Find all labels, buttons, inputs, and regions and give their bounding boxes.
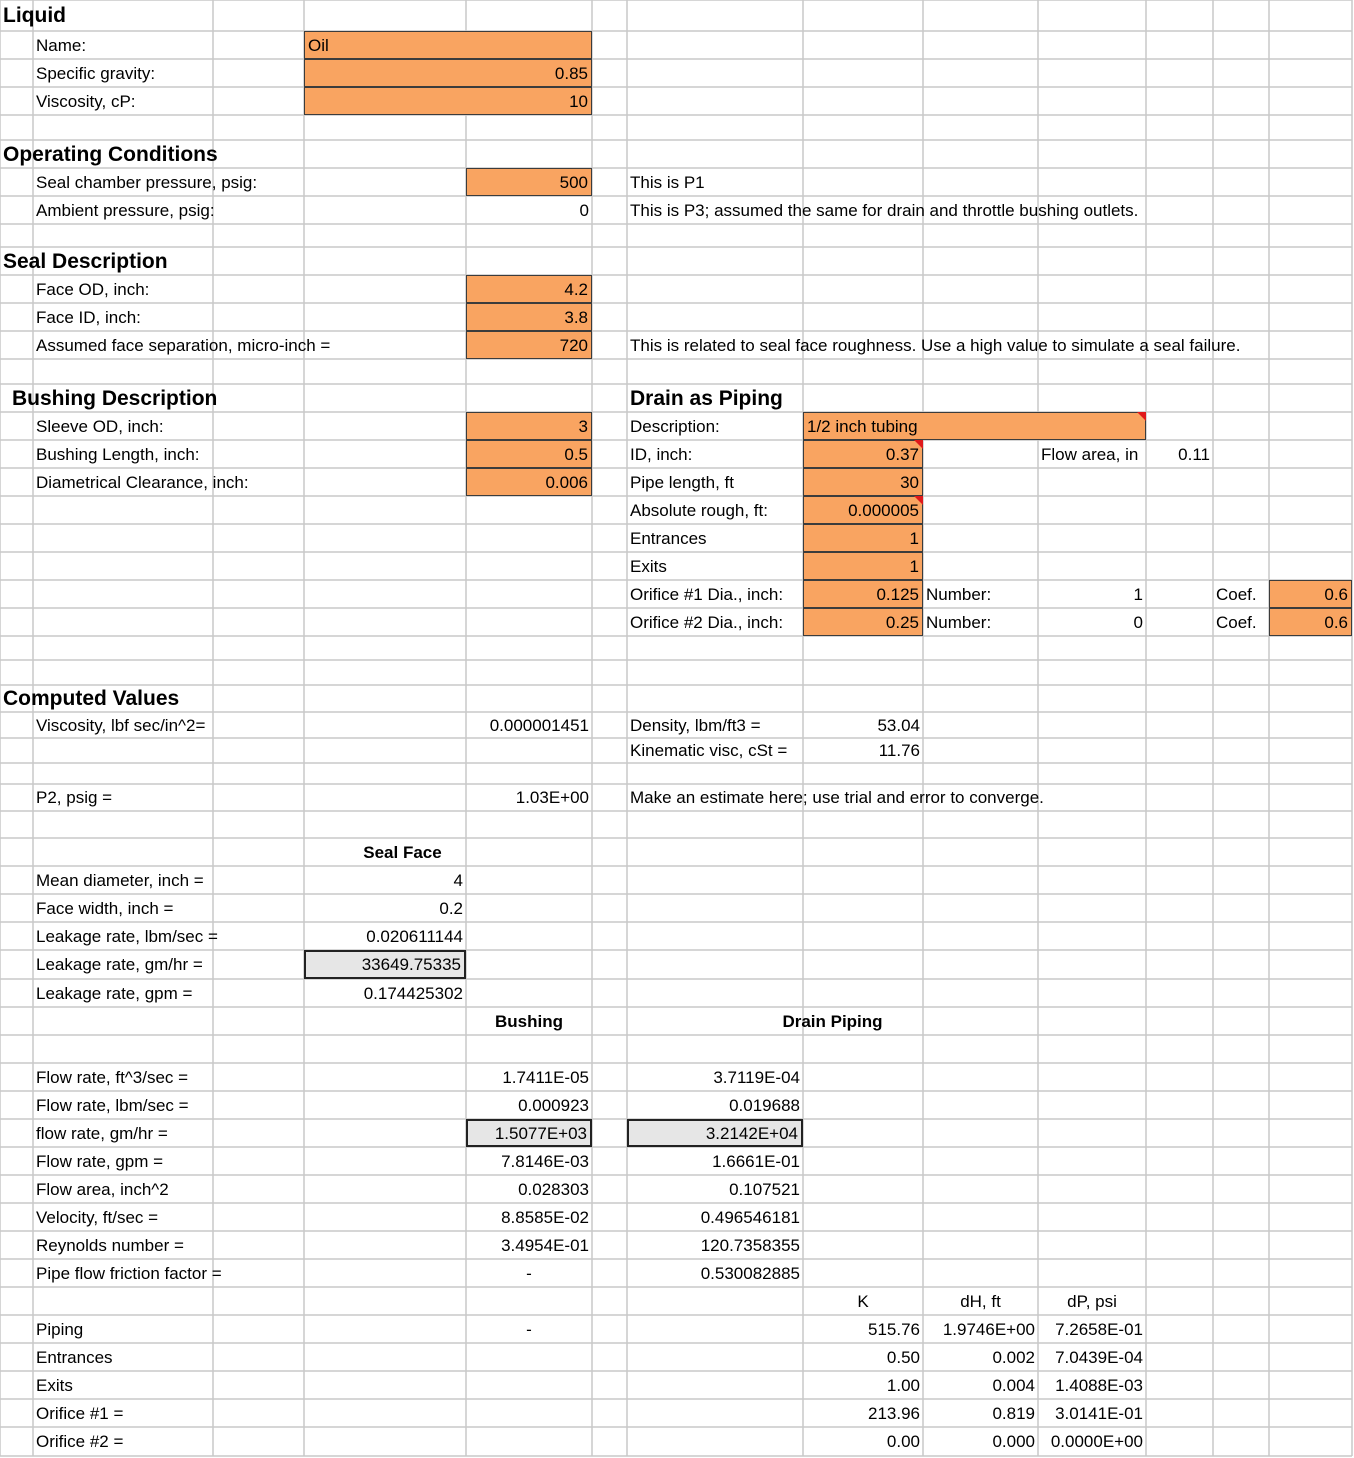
bushing-value-cell[interactable]: 8.8585E-02 [501,1207,589,1227]
section-title-liquid[interactable]: Liquid [3,4,66,27]
p2-cell[interactable]: 1.03E+00 [515,788,589,807]
drain-id-input[interactable]: 0.37 [803,440,923,468]
label-cell[interactable]: Piping [36,1319,84,1339]
k-value-cell[interactable]: 0.00 [886,1432,920,1451]
mean-diameter-cell[interactable]: 4 [453,870,463,890]
bushing-length-input[interactable]: 0.5 [466,440,592,468]
bushing-value-cell[interactable]: 7.8146E-03 [501,1151,589,1171]
label-cell[interactable]: Description: [630,416,720,436]
orifice2-number-cell[interactable]: 0 [1133,612,1143,632]
k-value-cell[interactable]: 213.96 [868,1403,920,1423]
label-cell[interactable]: Assumed face separation, micro-inch = [36,335,331,355]
leakage-gmhr-cell[interactable]: 33649.75335 [304,950,466,979]
leakage-gpm-cell[interactable]: 0.174425302 [363,983,463,1003]
bushing-value-cell[interactable]: 0.000923 [518,1095,589,1115]
label-cell[interactable]: Orifice #2 = [36,1432,124,1451]
comment-indicator-icon [914,440,923,449]
label-cell[interactable]: Flow rate, ft^3/sec = [36,1067,189,1087]
label-cell[interactable]: Orifice #1 = [36,1403,124,1423]
label-cell[interactable]: Exits [36,1375,73,1395]
kinematic-visc-cell[interactable]: 11.76 [878,741,920,760]
drain-value-cell[interactable]: 3.2142E+04 [627,1119,803,1147]
k-value-cell[interactable]: 0.50 [886,1347,920,1367]
section-title-operating[interactable]: Operating Conditions [3,142,218,166]
header-dh[interactable]: dH, ft [960,1291,1001,1311]
label-cell[interactable]: Absolute rough, ft: [630,500,768,520]
label-cell[interactable]: Face ID, inch: [36,307,141,327]
label-cell[interactable]: Density, lbm/ft3 = [630,715,761,735]
label-cell[interactable]: Pipe length, ft [630,472,734,492]
drain-value-cell[interactable]: 3.7119E-04 [713,1067,800,1087]
drain-value-cell[interactable]: 0.530082885 [700,1263,800,1283]
drain-value-cell[interactable]: 0.496546181 [700,1207,800,1227]
section-title-seal[interactable]: Seal Description [3,249,168,273]
face-separation-input[interactable]: 720 [466,331,592,359]
bushing-value-cell[interactable]: 3.4954E-01 [501,1235,589,1255]
label-cell[interactable]: Diametrical Clearance, inch: [36,472,249,492]
header-k[interactable]: K [857,1291,869,1311]
note-cell[interactable]: Make an estimate here; use trial and error to converge. [630,788,1044,807]
leakage-lbm-cell[interactable]: 0.020611144 [366,926,463,946]
label-cell[interactable]: Orifice #2 Dia., inch: [630,612,784,632]
note-cell[interactable]: This is P1 [630,172,705,192]
comment-indicator-icon [1137,412,1146,421]
comment-indicator-icon [914,496,923,505]
bushing-value-cell[interactable]: - [526,1263,532,1283]
viscosity-input[interactable]: 10 [304,87,592,115]
label-cell[interactable]: Kinematic visc, cSt = [630,741,788,760]
label-cell[interactable]: flow rate, gm/hr = [36,1123,168,1143]
dp-value-cell[interactable]: 7.2658E-01 [1055,1319,1143,1339]
dh-value-cell[interactable]: 0.819 [992,1403,1035,1423]
orifice1-coef-input[interactable]: 0.6 [1269,580,1352,608]
label-cell[interactable]: Flow rate, lbm/sec = [36,1095,189,1115]
label-cell[interactable]: Sleeve OD, inch: [36,416,164,436]
liquid-name-input[interactable]: Oil [304,31,592,59]
exits-input[interactable]: 1 [803,552,923,580]
drain-value-cell[interactable]: 120.7358355 [700,1235,800,1255]
label-cell[interactable]: Mean diameter, inch = [36,870,204,890]
drain-description-input[interactable]: 1/2 inch tubing [803,412,1146,440]
label-cell[interactable]: Face OD, inch: [36,279,150,299]
label-cell[interactable]: Pipe flow friction factor = [36,1263,222,1283]
section-title-computed[interactable]: Computed Values [3,687,180,710]
label-cell[interactable]: Leakage rate, lbm/sec = [36,926,218,946]
section-title-drain[interactable]: Drain as Piping [630,386,783,410]
clearance-input[interactable]: 0.006 [466,468,592,496]
face-width-cell[interactable]: 0.2 [439,898,463,918]
roughness-input[interactable]: 0.000005 [803,496,923,524]
orifice2-coef-input[interactable]: 0.6 [1269,608,1352,636]
label-cell[interactable]: Orifice #1 Dia., inch: [630,584,784,604]
label-cell[interactable]: P2, psig = [36,788,113,807]
drain-value-cell[interactable]: 0.107521 [729,1179,800,1199]
drain-value-cell[interactable]: 0.019688 [729,1095,800,1115]
label-cell[interactable]: Leakage rate, gm/hr = [36,955,203,974]
orifice1-dia-input[interactable]: 0.125 [803,580,923,608]
specific-gravity-input[interactable]: 0.85 [304,59,592,87]
computed-viscosity-cell[interactable]: 0.000001451 [489,715,589,735]
label-cell[interactable]: Ambient pressure, psig: [36,200,215,220]
header-drain-piping[interactable]: Drain Piping [782,1011,883,1031]
header-bushing[interactable]: Bushing [495,1011,563,1031]
label-cell[interactable]: Specific gravity: [36,63,156,83]
note-cell[interactable]: This is P3; assumed the same for drain and throttle bushing outlets. [630,200,1139,220]
bushing-value-cell[interactable]: 1.5077E+03 [466,1119,592,1147]
label-cell[interactable]: Flow area, inch^2 [36,1179,169,1199]
dp-value-cell[interactable]: 0.0000E+00 [1050,1432,1143,1451]
dh-value-cell[interactable]: 0.000 [992,1432,1035,1451]
entrances-input[interactable]: 1 [803,524,923,552]
label-cell[interactable]: Flow rate, gpm = [36,1151,164,1171]
orifice2-dia-input[interactable]: 0.25 [803,608,923,636]
header-dp[interactable]: dP, psi [1067,1291,1117,1311]
density-cell[interactable]: 53.04 [877,715,920,735]
dp-value-cell[interactable]: 3.0141E-01 [1055,1403,1143,1423]
label-cell[interactable]: Coef. [1216,612,1257,632]
label-cell[interactable]: Exits [630,556,667,576]
dh-value-cell[interactable]: 1.9746E+00 [942,1319,1035,1339]
label-cell[interactable]: Velocity, ft/sec = [36,1207,159,1227]
label-cell[interactable]: Viscosity, cP: [36,91,136,111]
note-cell[interactable]: This is related to seal face roughness. Use a high value to simulate a seal failure. [630,335,1241,355]
label-cell[interactable]: Reynolds number = [36,1235,184,1255]
seal-chamber-pressure-input[interactable]: 500 [466,168,592,196]
label-cell[interactable]: Viscosity, lbf sec/in^2= [36,715,206,735]
sleeve-od-input[interactable]: 3 [466,412,592,440]
k-value-cell[interactable]: 515.76 [868,1319,920,1339]
dh-value-cell[interactable]: 0.004 [992,1375,1035,1395]
label-cell[interactable]: Number: [926,584,992,604]
bushing-value-cell[interactable]: 1.7411E-05 [502,1067,589,1087]
label-cell[interactable]: Entrances [36,1347,113,1367]
flow-area-cell[interactable]: 0.11 [1178,444,1210,464]
label-cell[interactable]: Flow area, in [1041,444,1139,464]
dp-value-cell[interactable]: 7.0439E-04 [1055,1347,1143,1367]
dp-value-cell[interactable]: 1.4088E-03 [1055,1375,1143,1395]
label-cell[interactable]: Face width, inch = [36,898,174,918]
label-cell[interactable]: Leakage rate, gpm = [36,983,193,1003]
label-cell[interactable]: Seal chamber pressure, psig: [36,172,258,192]
label-cell[interactable]: Number: [926,612,992,632]
bushing-value-cell[interactable]: - [526,1319,532,1339]
dh-value-cell[interactable]: 0.002 [992,1347,1035,1367]
drain-value-cell[interactable]: 1.6661E-01 [712,1151,800,1171]
bushing-value-cell[interactable]: 0.028303 [518,1179,589,1199]
label-cell[interactable]: ID, inch: [630,444,693,464]
section-title-bushing[interactable]: Bushing Description [12,386,218,410]
label-cell[interactable]: Bushing Length, inch: [36,444,200,464]
label-cell[interactable]: Name: [36,35,87,55]
face-id-input[interactable]: 3.8 [466,303,592,331]
orifice1-number-cell[interactable]: 1 [1133,584,1143,604]
face-od-input[interactable]: 4.2 [466,275,592,303]
ambient-pressure-cell[interactable]: 0 [579,200,589,220]
label-cell[interactable]: Entrances [630,528,707,548]
k-value-cell[interactable]: 1.00 [886,1375,920,1395]
label-cell[interactable]: Coef. [1216,584,1257,604]
pipe-length-input[interactable]: 30 [803,468,923,496]
header-seal-face[interactable]: Seal Face [363,842,442,862]
